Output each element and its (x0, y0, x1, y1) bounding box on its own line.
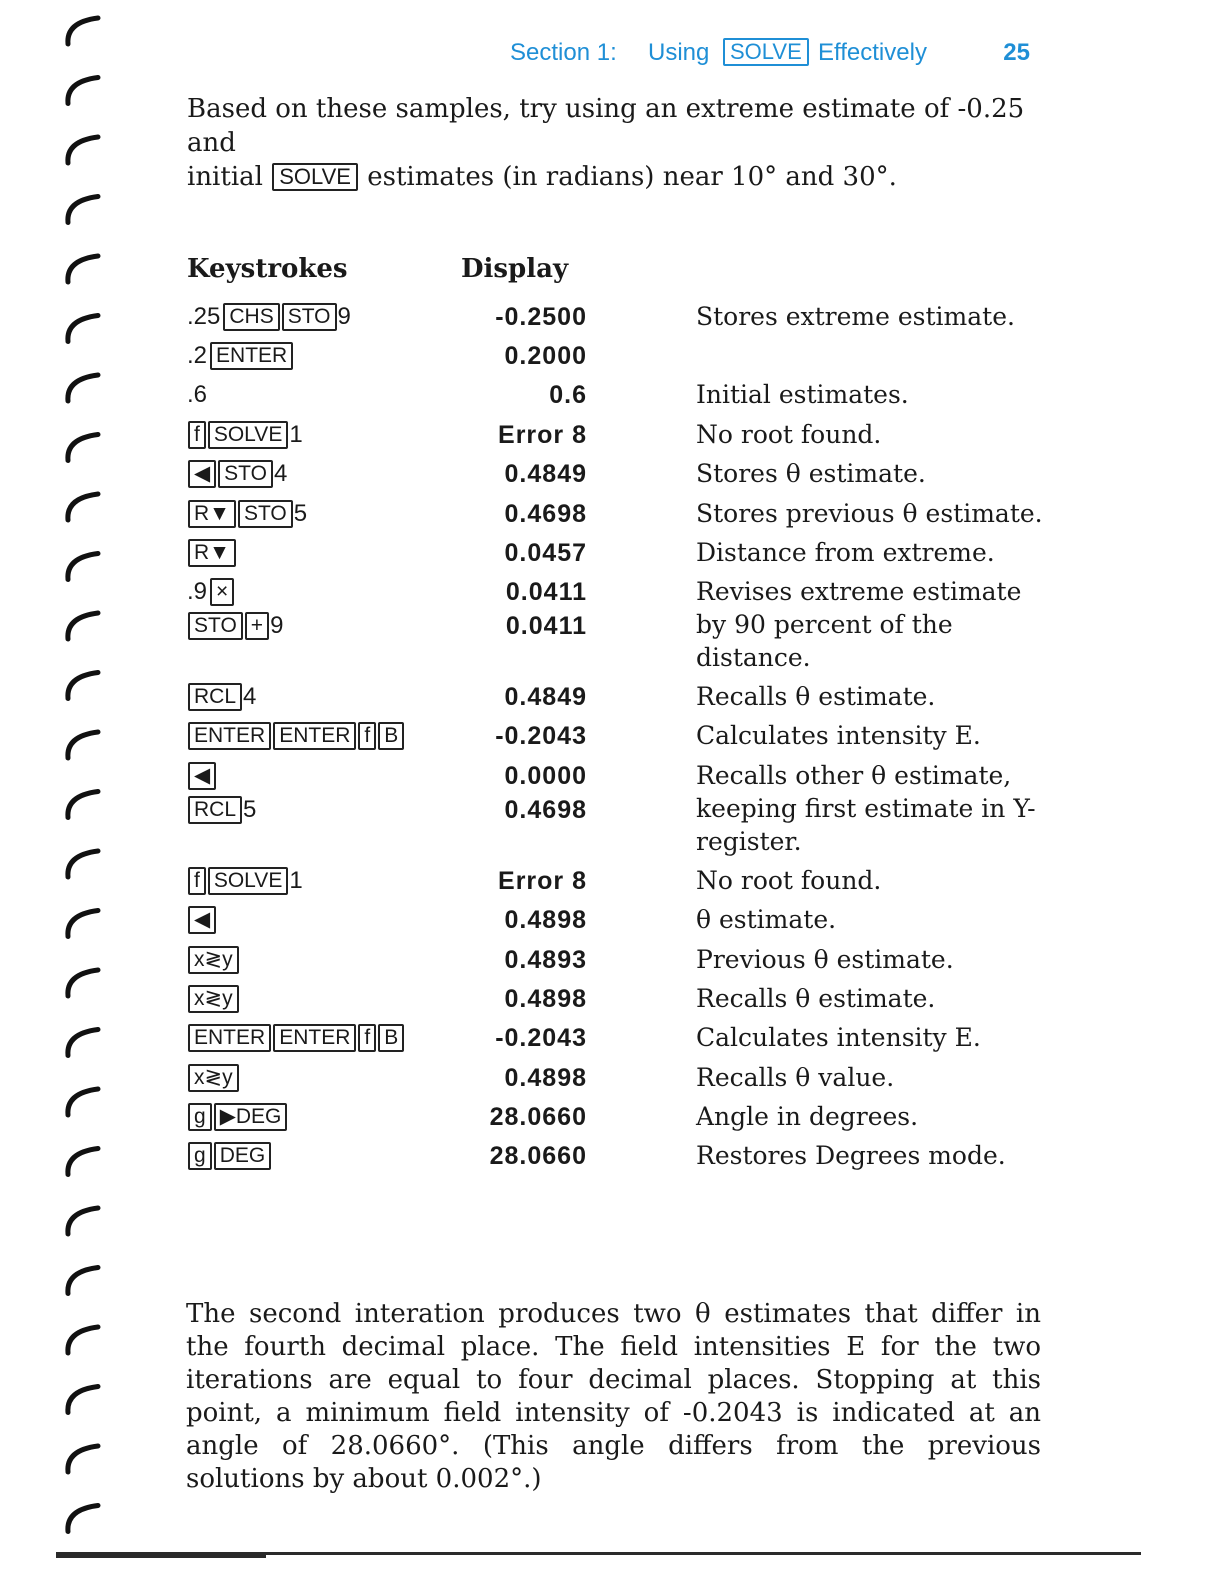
page-header (510, 36, 1030, 72)
keystroke-cell (187, 903, 217, 937)
display-cell: 28.0660 (489, 1103, 587, 1131)
header-using: Using (648, 39, 710, 66)
binding-ring (68, 911, 98, 937)
header-solve-key: SOLVE (723, 38, 809, 66)
display-cell: -0.2500 (495, 303, 587, 331)
table-row (187, 536, 1047, 572)
keystroke-cell (187, 497, 309, 531)
calculator-key: ◀ (188, 906, 216, 934)
note-cell: No root found. (696, 420, 882, 449)
display-cell: 0.0457 (504, 539, 587, 567)
calculator-key: ENTER (273, 722, 356, 750)
calculator-key: R▼ (188, 539, 236, 567)
table-row (187, 497, 1047, 533)
binding-ring (68, 1446, 98, 1472)
display-cell: 0.4893 (504, 946, 587, 974)
binding-ring (68, 792, 98, 818)
calculator-key: ▶DEG (214, 1103, 288, 1131)
keystrokes-header: Keystrokes (187, 254, 348, 284)
calculator-key: ENTER (188, 722, 271, 750)
table-row (187, 903, 1047, 939)
calculator-key: x≷y (188, 985, 239, 1013)
note-cell: Angle in degrees. (696, 1102, 919, 1131)
calculator-key: SOLVE (208, 867, 288, 895)
display-cell: 0.4698 (504, 500, 587, 528)
display-cell: 0.6 (549, 381, 587, 409)
binding-ring (68, 1149, 98, 1175)
keystroke-cell (187, 1061, 240, 1095)
intro-line1: Based on these samples, try using an extreme estimate of -0.25 and (187, 94, 1025, 158)
keystroke-text: .2 (187, 342, 208, 369)
binding-ring (68, 673, 98, 699)
calculator-key: ENTER (188, 1024, 271, 1052)
calculator-key: SOLVE (208, 421, 288, 449)
keystroke-cell (187, 680, 258, 714)
intro-line2-pre: initial (187, 162, 263, 192)
keystroke-cell (187, 982, 240, 1016)
table-row (187, 719, 1047, 755)
keystroke-cell (187, 1139, 272, 1173)
calculator-key: x≷y (188, 1064, 239, 1092)
note-cell: Calculates intensity E. (696, 721, 981, 750)
note-cell: Calculates intensity E. (696, 1023, 981, 1052)
footer-rule-accent (56, 1555, 266, 1558)
display-cell: 0.4849 (504, 460, 587, 488)
note-cell: Recalls θ value. (696, 1063, 895, 1092)
binding-ring (68, 375, 98, 401)
table-row (187, 609, 1047, 645)
keystroke-text: 5 (293, 500, 308, 527)
keystroke-text: 9 (270, 612, 284, 639)
calculator-key: ◀ (188, 460, 216, 488)
display-header: Display (461, 254, 569, 284)
binding-ring (68, 1387, 98, 1413)
display-cell: Error 8 (498, 867, 587, 895)
note-cell: Stores θ estimate. (696, 459, 926, 488)
calculator-key: ENTER (210, 342, 293, 370)
calculator-key: ENTER (273, 1024, 356, 1052)
intro-line2-post: estimates (in radians) near 10° and 30°. (367, 162, 897, 192)
binding-ring (68, 554, 98, 580)
table-row (187, 457, 1047, 493)
note-cell: Distance from extreme. (696, 538, 995, 567)
keystroke-cell (187, 864, 305, 898)
binding-ring (68, 1208, 98, 1234)
table-row (187, 1061, 1047, 1097)
keystroke-cell (187, 793, 258, 827)
table-row (187, 418, 1047, 454)
binding-ring (68, 137, 98, 163)
display-cell: 0.0411 (505, 612, 587, 640)
table-row (187, 864, 1047, 900)
calculator-key: ◀ (188, 762, 216, 790)
note-cell: Stores extreme estimate. (696, 302, 1015, 331)
keystroke-cell (187, 300, 353, 334)
keystroke-text: .6 (187, 381, 208, 408)
keystroke-cell (187, 1021, 405, 1055)
binding-ring (68, 1089, 98, 1115)
keystroke-text: 5 (243, 796, 257, 823)
binding-ring (68, 732, 98, 758)
keystroke-text: 1 (289, 421, 303, 448)
section-label: Section 1: (510, 39, 617, 66)
calculator-key: f (358, 722, 376, 750)
calculator-key: g (188, 1103, 212, 1131)
binding-ring (68, 197, 98, 223)
calculator-key: × (210, 578, 234, 606)
table-row (187, 793, 1047, 829)
table-row (187, 300, 1047, 336)
calculator-key: STO (218, 460, 273, 488)
calculator-key: DEG (214, 1142, 272, 1170)
table-row (187, 1139, 1047, 1175)
binding-ring (68, 1268, 98, 1294)
binding-ring (68, 18, 98, 44)
binding-ring (68, 1506, 98, 1532)
calculator-key: B (378, 722, 404, 750)
keystroke-cell (187, 536, 237, 570)
binding-ring (68, 435, 98, 461)
binding-ring (68, 494, 98, 520)
calculator-key: f (358, 1024, 376, 1052)
display-cell: Error 8 (498, 421, 587, 449)
table-row (187, 982, 1047, 1018)
keystroke-text: 4 (243, 683, 257, 710)
binding-ring (68, 970, 98, 996)
calculator-key: STO (188, 612, 243, 640)
spiral-binding (58, 0, 108, 1540)
calculator-key: R▼ (188, 500, 236, 528)
keystroke-text: 4 (273, 460, 288, 487)
calculator-key: + (245, 612, 269, 640)
note-cell: θ estimate. (696, 905, 837, 934)
binding-ring (68, 1327, 98, 1353)
table-row (187, 378, 1047, 414)
calculator-key: g (188, 1142, 212, 1170)
table-row (187, 1021, 1047, 1057)
keystroke-table (187, 250, 1047, 1190)
calculator-key: STO (238, 500, 293, 528)
display-cell: 0.2000 (504, 342, 587, 370)
table-row (187, 1100, 1047, 1136)
keystroke-text: .25 (187, 303, 221, 330)
binding-ring (68, 1030, 98, 1056)
display-cell: 0.4898 (504, 985, 587, 1013)
keystroke-cell (187, 457, 289, 491)
display-cell: 0.0411 (505, 578, 587, 606)
binding-rings (58, 0, 108, 1540)
note-cell: Initial estimates. (696, 380, 909, 409)
binding-ring (68, 851, 98, 877)
keystroke-cell (187, 719, 405, 753)
note-cell: Previous θ estimate. (696, 945, 954, 974)
binding-ring (68, 78, 98, 104)
calculator-key: RCL (188, 796, 242, 824)
calculator-key: f (188, 867, 206, 895)
calculator-key: B (378, 1024, 404, 1052)
calculator-key: x≷y (188, 946, 239, 974)
intro-paragraph (187, 92, 1037, 194)
display-cell: -0.2043 (495, 722, 587, 750)
note-cell: Recalls θ estimate. (696, 682, 936, 711)
note-cell: No root found. (696, 866, 882, 895)
keystroke-cell (187, 759, 217, 793)
keystroke-cell (187, 575, 235, 609)
header-effectively: Effectively (818, 39, 927, 66)
display-cell: 0.0000 (504, 762, 587, 790)
note-cell: Recalls other θ estimate, keeping first estimate in Y-register. (696, 761, 1036, 856)
display-cell: 0.4898 (504, 1064, 587, 1092)
binding-ring (68, 316, 98, 342)
binding-ring (68, 613, 98, 639)
note-cell: Revises extreme estimate by 90 percent of the distance. (696, 577, 1022, 672)
table-row (187, 680, 1047, 716)
note-cell: Restores Degrees mode. (696, 1141, 1006, 1170)
display-cell: -0.2043 (495, 1024, 587, 1052)
calculator-key: RCL (188, 683, 242, 711)
outro-paragraph: The second interation produces two θ estimates that differ in the fourth decimal place. The field intensities E for the two iterations are equal to four decimal places. Stopping at this point, a minimum field intensity of -0.2043 is indicated at an angle of 28.0660°. (This angle differs from the previous solutions by about 0.002°.) (186, 1299, 1041, 1494)
keystroke-text: 1 (289, 867, 303, 894)
calculator-key: CHS (223, 303, 279, 331)
keystroke-cell (187, 418, 305, 452)
table-row (187, 943, 1047, 979)
keystroke-text: .9 (187, 578, 208, 605)
keystroke-cell (187, 378, 209, 412)
calculator-key: STO (282, 303, 337, 331)
note-cell: Stores previous θ estimate. (696, 499, 1043, 528)
note-cell: Recalls θ estimate. (696, 984, 936, 1013)
display-cell: 0.4698 (504, 796, 587, 824)
keystroke-cell (187, 339, 294, 373)
intro-solve-key: SOLVE (272, 163, 358, 191)
keystroke-cell (187, 609, 285, 643)
page-number: 25 (1003, 39, 1030, 66)
calculator-key: f (188, 421, 206, 449)
display-cell: 0.4898 (504, 906, 587, 934)
table-row (187, 339, 1047, 375)
keystroke-cell (187, 943, 240, 977)
keystroke-cell (187, 1100, 288, 1134)
display-cell: 0.4849 (504, 683, 587, 711)
binding-ring (68, 256, 98, 282)
keystroke-text: 9 (337, 303, 351, 330)
display-cell: 28.0660 (489, 1142, 587, 1170)
